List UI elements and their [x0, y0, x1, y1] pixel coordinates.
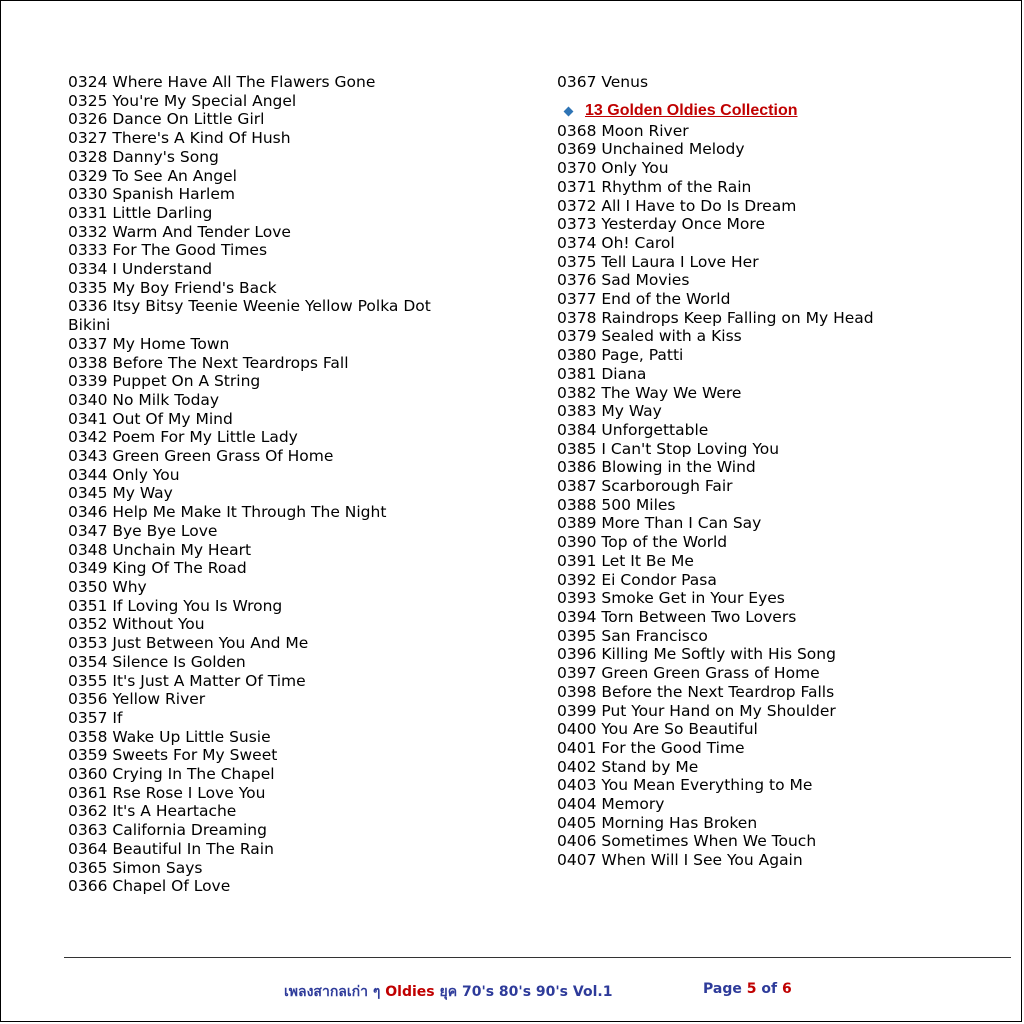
- song-list-item: 0399 Put Your Hand on My Shoulder: [557, 701, 836, 720]
- song-list-item: 0366 Chapel Of Love: [68, 877, 231, 896]
- song-list-item: 0331 Little Darling: [68, 203, 213, 222]
- song-list-item: 0332 Warm And Tender Love: [68, 222, 291, 241]
- song-list-item: 0339 Puppet On A String: [68, 372, 261, 391]
- song-list-item: 0360 Crying In The Chapel: [68, 765, 275, 784]
- song-list-item: 0342 Poem For My Little Lady: [68, 428, 298, 447]
- song-list-item: 0364 Beautiful In The Rain: [68, 839, 274, 858]
- song-list-item: 0334 I Understand: [68, 260, 213, 279]
- footer-divider: [64, 957, 1011, 958]
- song-list-item: 0371 Rhythm of the Rain: [557, 177, 752, 196]
- song-list-item: 0329 To See An Angel: [68, 166, 237, 185]
- diamond-bullet-icon: [564, 107, 574, 117]
- song-list-item: 0358 Wake Up Little Susie: [68, 727, 271, 746]
- song-list-item: 0343 Green Green Grass Of Home: [68, 447, 334, 466]
- song-list-item: 0365 Simon Says: [68, 858, 203, 877]
- song-list-item: 0326 Dance On Little Girl: [68, 110, 265, 129]
- song-list-item: 0351 If Loving You Is Wrong: [68, 596, 283, 615]
- song-list-item: 0340 No Milk Today: [68, 390, 220, 409]
- song-list-item: 0337 My Home Town: [68, 334, 230, 353]
- song-list-item: 0349 King Of The Road: [68, 559, 247, 578]
- song-list-item: 0369 Unchained Melody: [557, 140, 745, 159]
- song-list-item: 0324 Where Have All The Flawers Gone: [68, 73, 376, 91]
- song-list-item: 0357 If: [68, 708, 123, 727]
- song-list-item: 0394 Torn Between Two Lovers: [557, 607, 797, 626]
- song-list-item: 0395 San Francisco: [557, 626, 708, 645]
- section-heading-link[interactable]: 13 Golden Oldies Collection: [585, 102, 798, 120]
- song-list-item: 0401 For the Good Time: [557, 738, 745, 757]
- song-list-item: 0362 It's A Heartache: [68, 802, 237, 821]
- song-list-item: 0353 Just Between You And Me: [68, 634, 309, 653]
- song-list-item: 0380 Page, Patti: [557, 346, 684, 365]
- song-list-item: 0381 Diana: [557, 364, 647, 383]
- song-list-item: 0338 Before The Next Teardrops Fall: [68, 353, 349, 372]
- song-list-item: 0398 Before the Next Teardrop Falls: [557, 682, 835, 701]
- song-list-item: 0359 Sweets For My Sweet: [68, 746, 278, 765]
- song-list-item: 0390 Top of the World: [557, 533, 728, 552]
- song-list-item: 0327 There's A Kind Of Hush: [68, 129, 291, 148]
- song-list-item: 0387 Scarborough Fair: [557, 477, 733, 496]
- song-list-item: 0407 When Will I See You Again: [557, 851, 803, 870]
- song-list-item: 0344 Only You: [68, 465, 180, 484]
- page-number: [703, 981, 792, 997]
- song-list-item: 0373 Yesterday Once More: [557, 215, 765, 234]
- song-list-item: 0391 Let It Be Me: [557, 551, 694, 570]
- song-list-item: 0354 Silence Is Golden: [68, 652, 246, 671]
- section-heading: [565, 102, 957, 122]
- song-list-item: 0336 Itsy Bitsy Teenie Weenie Yellow Polka Dot Bikini: [68, 297, 431, 335]
- song-list-item: 0396 Killing Me Softly with His Song: [557, 645, 836, 664]
- song-list-item: 0379 Sealed with a Kiss: [557, 327, 742, 346]
- page-current: 5: [746, 981, 757, 997]
- song-list-item: 0385 I Can't Stop Loving You: [557, 439, 780, 458]
- song-list-item: 0392 Ei Condor Pasa: [557, 570, 717, 589]
- page-of-label: of: [756, 981, 782, 997]
- song-list-left-column: [68, 73, 508, 896]
- song-list-item: 0372 All I Have to Do Is Dream: [557, 196, 797, 215]
- song-list-item: 0347 Bye Bye Love: [68, 521, 218, 540]
- song-list-item: 0389 More Than I Can Say: [557, 514, 762, 533]
- song-list-item: 0363 California Dreaming: [68, 821, 267, 840]
- song-list-item: 0400 You Are So Beautiful: [557, 720, 758, 739]
- page-label: Page: [703, 981, 747, 997]
- song-list-item: 0352 Without You: [68, 615, 205, 634]
- song-list-item: 0348 Unchain My Heart: [68, 540, 252, 559]
- song-list-item: 0404 Memory: [557, 795, 665, 814]
- song-list-item: 0346 Help Me Make It Through The Night: [68, 503, 387, 522]
- song-list-item: 0374 Oh! Carol: [557, 233, 675, 252]
- footer-title: [284, 981, 612, 1003]
- song-list-item: 0330 Spanish Harlem: [68, 185, 235, 204]
- song-list-item: 0356 Yellow River: [68, 690, 206, 709]
- song-list-item: 0403 You Mean Everything to Me: [557, 776, 813, 795]
- song-list-item: 0375 Tell Laura I Love Her: [557, 252, 759, 271]
- song-list-item: 0386 Blowing in the Wind: [557, 458, 756, 477]
- footer-title-thai-prefix: เพลงสากลเก่า ๆ: [284, 984, 386, 1000]
- song-list-item: 0377 End of the World: [557, 290, 731, 309]
- song-list-item: 0384 Unforgettable: [557, 420, 709, 439]
- song-list-item: 0350 Why: [68, 577, 147, 596]
- song-list-item: 0325 You're My Special Angel: [68, 91, 297, 110]
- song-list-item: 0402 Stand by Me: [557, 757, 699, 776]
- song-list-item: 0370 Only You: [557, 159, 669, 178]
- song-list-item: 0388 500 Miles: [557, 495, 676, 514]
- song-list-item: 0406 Sometimes When We Touch: [557, 832, 817, 851]
- song-list-item: 0382 The Way We Were: [557, 383, 742, 402]
- song-list-item: 0376 Sad Movies: [557, 271, 690, 290]
- song-list-item: 0383 My Way: [557, 402, 662, 421]
- page-total: 6: [781, 981, 792, 997]
- song-list-item: 0345 My Way: [68, 484, 173, 503]
- song-list-item: 0341 Out Of My Mind: [68, 409, 233, 428]
- song-list-item: 0355 It's Just A Matter Of Time: [68, 671, 306, 690]
- song-list-right-column: [557, 73, 957, 870]
- song-list-item: 0368 Moon River: [557, 121, 689, 140]
- song-list-item: 0333 For The Good Times: [68, 241, 268, 260]
- song-list-item: 0378 Raindrops Keep Falling on My Head: [557, 308, 874, 327]
- song-list-item: 0328 Danny's Song: [68, 147, 219, 166]
- song-list-item: 0393 Smoke Get in Your Eyes: [557, 589, 785, 608]
- footer-title-oldies: Oldies: [385, 984, 435, 1000]
- song-list-item: 0367 Venus: [557, 73, 649, 91]
- song-list-item: 0361 Rse Rose I Love You: [68, 783, 266, 802]
- footer-title-thai-suffix: ยุค 70's 80's 90's Vol.1: [434, 984, 613, 1000]
- song-list-item: 0335 My Boy Friend's Back: [68, 278, 277, 297]
- song-list-item: 0397 Green Green Grass of Home: [557, 664, 820, 683]
- song-list-item: 0405 Morning Has Broken: [557, 813, 758, 832]
